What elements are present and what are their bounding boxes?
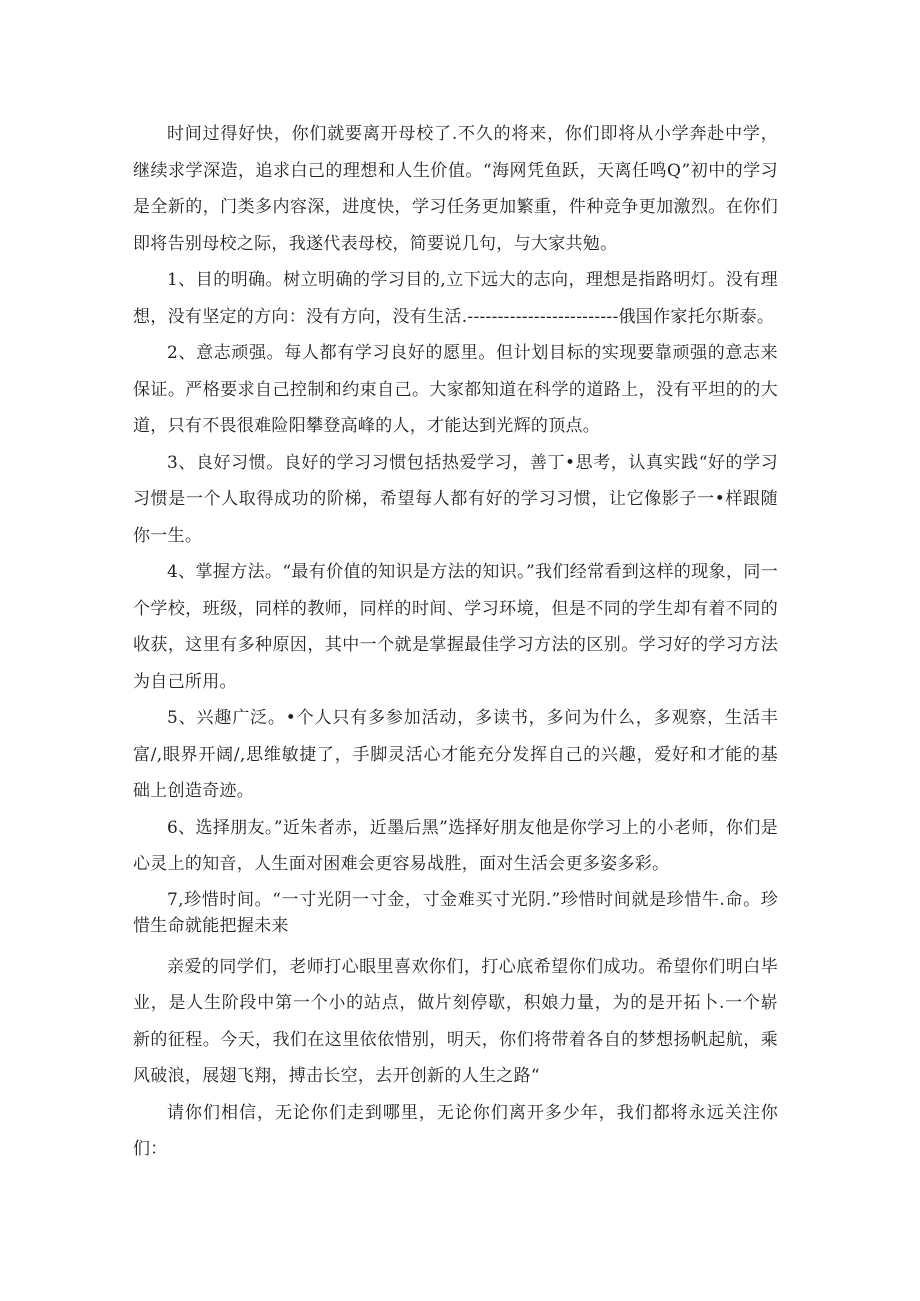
paragraph-intro: 时间过得好快，你们就要离开母校了.不久的将来，你们即将从小学奔赴中学，继续求学深造，追求白己的理想和人生价值。“海网凭鱼跃，天离任鸣Q”初中的学习是全新的，门类多内容深，进度快，学习任务更加繁重，件种竞争更加激烈。在你们即将告别母校之际，我遂代表母校，简要说几句，与大家共勉。 [133, 124, 778, 254]
paragraph-point-7: 7,珍惜时间。“一寸光阴一寸金，寸金难买寸光阴.”珍惜时间就是珍惜牛.命。珍惜生命就能把握未来 [133, 889, 778, 936]
paragraph-closing-1: 亲爱的同学们，老师打心眼里喜欢你们，打心底希望你们成功。希望你们明白毕业，是人生阶段中第一个小的站点，做片刻停歇，积娘力量，为的是开拓卜.一个崭新的征程。今天，我们在这里依依惜别，明天，你们将带着各自的梦想扬帆起航，乘风破浪，展翅飞翔，搏击长空，去开创新的人生之路“ [133, 956, 778, 1086]
paragraph-point-6: 6、选择朋友。”近朱者赤，近墨后黑”选择好朋友他是你学习上的小老师，你们是心灵上的知音，人生面对困难会更容易战胜，面对生活会更多姿多彩。 [133, 817, 778, 874]
paragraph-point-5: 5、兴趣广泛。•个人只有多参加活动，多读书，多问为什么，多观察，生活丰富/,眼界开阔/,思维敏捷了，手脚灵活心才能充分发挥自己的兴趣，爱好和才能的基础上创造奇迹。 [133, 708, 778, 801]
paragraph-point-2: 2、意志顽强。每人都有学习良好的愿里。但计划目标的实现要靠顽强的意志来保证。严格要求自己控制和约束自己。大家都知道在科学的道路上，没有平坦的的大道，只有不畏很难险阳攀登高峰的人，才能达到光辉的顶点。 [133, 343, 778, 436]
paragraph-point-1: 1、目的明确。树立明确的学习目的,立下远大的志向，理想是指路明灯。没有理想，没有坚定的方向：没有方向，没有生活.-------------------------俄国作家托尔斯泰。 [133, 270, 778, 327]
paragraph-point-3: 3、良好习惯。良好的学习习惯包括热爱学习，善丁•思考，认真实践“好的学习习惯是一个人取得成功的阶梯，希望每人都有好的学习习惯，让它像影子一•样跟随你一生。 [133, 452, 778, 546]
paragraph-point-4: 4、掌握方法。“最有价值的知识是方法的知识。”我们经常看到这样的现象，同一个学校，班级，同样的教师，同样的时间、学习环境，但是不同的学生却有着不同的收获，这里有多种原因，其中一个就是掌握最佳学习方法的区别。学习好的学习方法为自己所用。 [133, 562, 778, 692]
paragraph-closing-2: 请你们相信，无论你们走到哪里，无论你们离开多少年，我们都将永远关注你们： [133, 1102, 778, 1159]
document-body [133, 116, 778, 1168]
